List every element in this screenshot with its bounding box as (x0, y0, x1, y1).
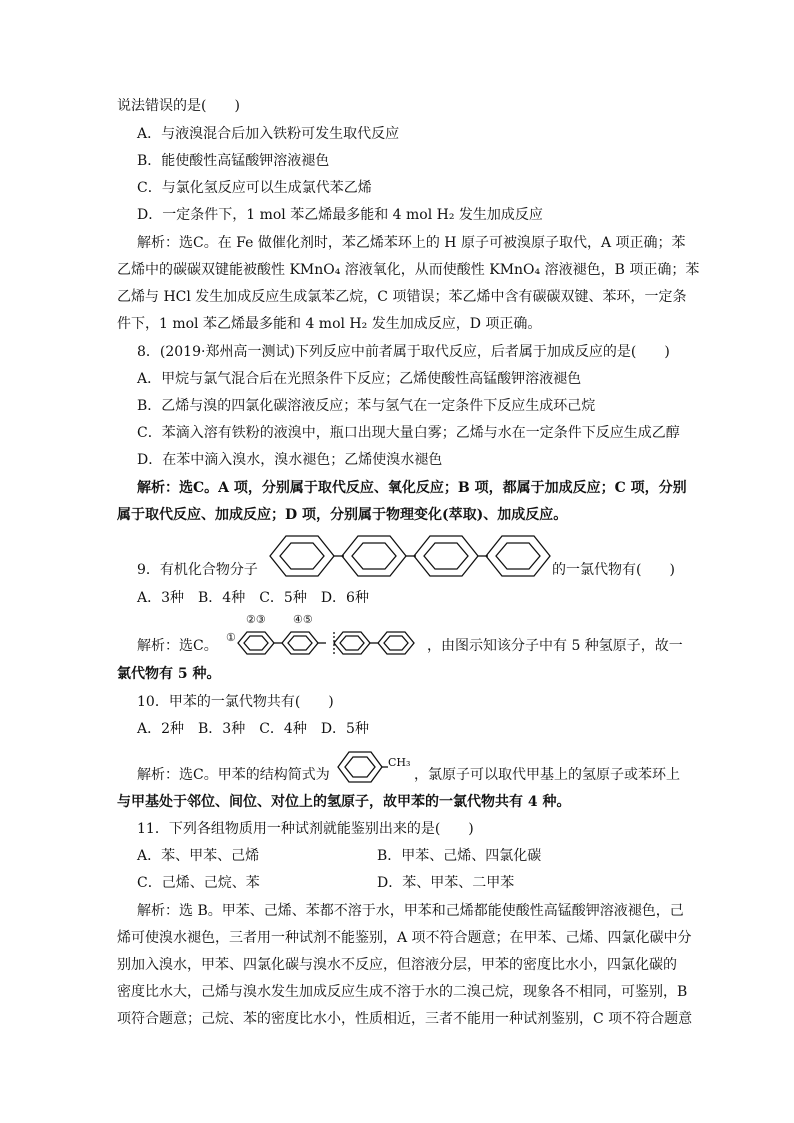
analysis-line: 乙烯中的碳碳双键能被酸性 KMnO₄ 溶液氧化，从而使酸性 KMnO₄ 溶液褪色，B 项正确；苯 (117, 262, 700, 278)
option-c: C．苯滴入溶有铁粉的液溴中，瓶口出现大量白雾；乙烯与水在一定条件下反应生成乙醇 (137, 425, 680, 441)
option-c: C．与氯化氢反应可以生成氯代苯乙烯 (137, 180, 372, 196)
position-label-4-5: ④⑤ (293, 613, 313, 626)
analysis-line: 乙烯与 HCl 发生加成反应生成氯苯乙烷，C 项错误；苯乙烯中含有碳碳双键、苯环，一定条 (117, 289, 687, 305)
question-9-end: 的一氯代物有( ) (552, 562, 675, 578)
analysis-line: 属于取代反应、加成反应；D 项，分别属于物理变化(萃取)、加成反应。 (117, 507, 568, 523)
option-a: A．苯、甲苯、己烯 (137, 848, 260, 864)
question-10: 10．甲苯的一氯代物共有( ) (137, 694, 334, 710)
option-b: B．甲苯、己烯、四氯化碳 (377, 848, 542, 864)
question-9-start: 9．有机化合物分子 (137, 562, 258, 578)
position-label-2-3: ②③ (246, 613, 266, 626)
quaterphenyl-structure (262, 532, 547, 580)
analysis-line: 项符合题意；己烷、苯的密度比水小，性质相近，三者不能用一种试剂鉴别，C 项不符合题意 (117, 1011, 693, 1027)
analysis-line: 解析：选C。A 项，分别属于取代反应、氧化反应；B 项，都属于加成反应；C 项，分别 (137, 480, 687, 496)
analysis-line: 件下，1 mol 苯乙烯最多能和 4 mol H₂ 发生加成反应，D 项正确。 (117, 316, 542, 332)
option-b: B．能使酸性高锰酸钾溶液褪色 (137, 153, 330, 169)
option-d: D．一定条件下，1 mol 苯乙烯最多能和 4 mol H₂ 发生加成反应 (137, 207, 543, 223)
option-b: B．乙烯与溴的四氯化碳溶液反应；苯与氢气在一定条件下反应生成环己烷 (137, 398, 596, 414)
option-a: A．甲烷与氯气混合后在光照条件下反应；乙烯使酸性高锰酸钾溶液褪色 (137, 371, 582, 387)
analysis-start: 解析：选C。 (137, 638, 218, 654)
position-label-1: ① (226, 631, 236, 644)
question-11: 11．下列各组物质用一种试剂就能鉴别出来的是( ) (137, 821, 474, 837)
analysis-line: 烯可使溴水褪色，三者用一种试剂不能鉴别，A 项不符合题意；在甲苯、己烯、四氯化碳中分 (117, 930, 692, 946)
options-row: A．2种 B．3种 C．4种 D．5种 (137, 721, 369, 737)
analysis-line: 氯代物有 5 种。 (117, 666, 221, 682)
options-row: A．3种 B．4种 C．5种 D．6种 (137, 590, 369, 606)
option-d: D．苯、甲苯、二甲苯 (377, 875, 515, 891)
question-tail: 说法错误的是( ) (117, 98, 240, 114)
analysis-line: 别加入溴水，甲苯、四氯化碳与溴水不反应，但溶液分层，甲苯的密度比水小，四氯化碳的 (117, 957, 677, 973)
option-c: C．己烯、己烷、苯 (137, 875, 260, 891)
option-a: A．与液溴混合后加入铁粉可发生取代反应 (137, 126, 400, 142)
analysis-line: 密度比水大，己烯与溴水发生加成反应生成不溶于水的二溴己烷，现象各不相同，可鉴别，B (117, 984, 688, 1000)
analysis-line: 与甲基处于邻位、间位、对位上的氢原子，故甲苯的一氯代物共有 4 种。 (117, 794, 571, 810)
option-d: D．在苯中滴入溴水，溴水褪色；乙烯使溴水褪色 (137, 452, 443, 468)
analysis-end: ，由图示知该分子中有 5 种氢原子，故一 (427, 638, 683, 654)
analysis-end: ，氯原子可以取代甲基上的氢原子或苯环上 (414, 767, 680, 783)
analysis-start: 解析：选C。甲苯的结构简式为 (137, 767, 330, 783)
toluene-structure (336, 748, 396, 786)
analysis-line: 解析：选C。在 Fe 做催化剂时，苯乙烯苯环上的 H 原子可被溴原子取代，A 项正确；苯 (137, 235, 686, 251)
question-8: 8．(2019·郑州高一测试)下列反应中前者属于取代反应，后者属于加成反应的是( ) (137, 344, 670, 360)
methyl-label: CH₃ (388, 756, 411, 769)
annotated-structure (236, 630, 432, 656)
analysis-line: 解析：选 B。甲苯、己烯、苯都不溶于水，甲苯和己烯都能使酸性高锰酸钾溶液褪色，己 (137, 903, 684, 919)
